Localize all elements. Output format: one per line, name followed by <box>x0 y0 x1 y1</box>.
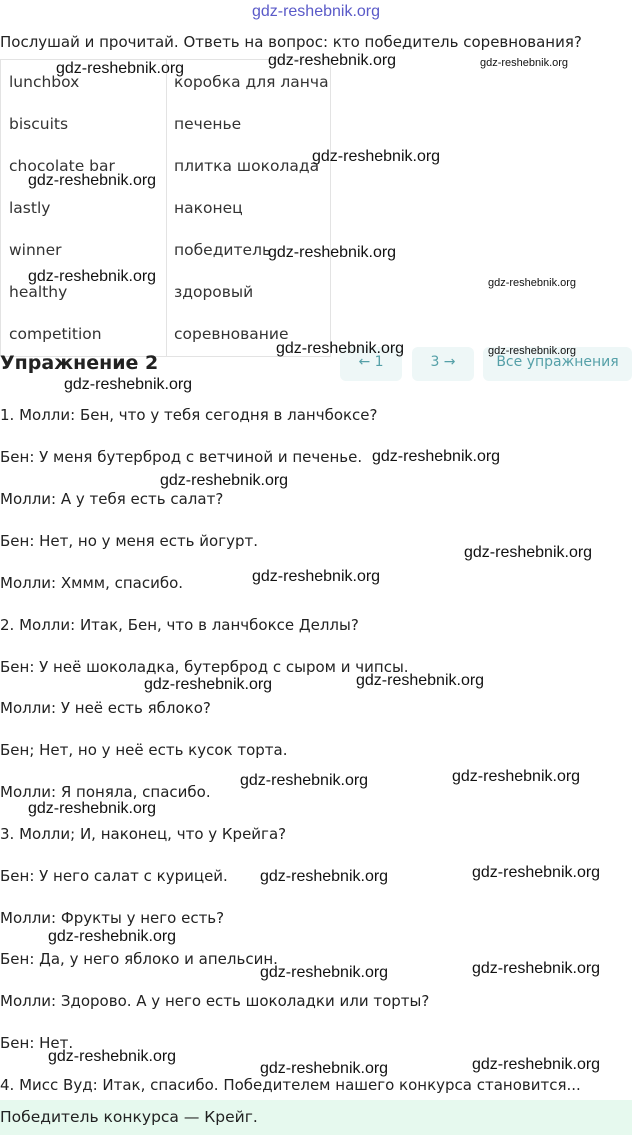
watermark: gdz-reshebnik.org <box>480 57 569 69</box>
table-row <box>1 102 332 144</box>
dialogue-line: Бен: Нет, но у меня есть йогурт. <box>0 532 259 550</box>
watermark: gdz-reshebnik.org <box>260 1060 389 1077</box>
watermark: gdz-reshebnik.org <box>488 345 577 357</box>
watermark: gdz-reshebnik.org <box>472 960 601 977</box>
intro-instruction: Послушай и прочитай. Ответь на вопрос: кто победитель соревнования? <box>0 33 582 51</box>
vocab-russian: плитка шоколада <box>174 157 320 175</box>
vocab-english: biscuits <box>9 115 69 133</box>
watermark: gdz-reshebnik.org <box>48 1048 177 1065</box>
watermark: gdz-reshebnik.org <box>56 60 185 77</box>
watermark: gdz-reshebnik.org <box>372 448 501 465</box>
top-watermark: gdz-reshebnik.org <box>251 3 381 20</box>
vocab-russian: коробка для ланча <box>174 73 329 91</box>
vocab-english: lastly <box>9 199 51 217</box>
vocab-english: chocolate bar <box>9 157 115 175</box>
watermark: gdz-reshebnik.org <box>252 568 381 585</box>
watermark: gdz-reshebnik.org <box>472 1056 601 1073</box>
watermark: gdz-reshebnik.org <box>268 52 397 69</box>
watermark: gdz-reshebnik.org <box>452 768 581 785</box>
vocab-russian: победитель <box>174 241 272 259</box>
dialogue-line: 1. Молли: Бен, что у тебя сегодня в ланчбоксе? <box>0 406 378 424</box>
previous-exercise-button[interactable]: ← 1 <box>340 347 402 381</box>
watermark: gdz-reshebnik.org <box>464 544 593 561</box>
vocab-russian: печенье <box>174 115 242 133</box>
vocab-russian: соревнование <box>174 325 289 343</box>
watermark: gdz-reshebnik.org <box>276 340 405 357</box>
vocabulary-table <box>0 59 331 357</box>
vocab-russian: наконец <box>174 199 243 217</box>
watermark: gdz-reshebnik.org <box>260 964 389 981</box>
dialogue-line: 2. Молли: Итак, Бен, что в ланчбоксе Деллы? <box>0 616 359 634</box>
watermark: gdz-reshebnik.org <box>28 172 157 189</box>
dialogue-line: Молли: У неё есть яблоко? <box>0 699 211 717</box>
dialogue-line: Молли: Фрукты у него есть? <box>0 909 225 927</box>
dialogue-line: 3. Молли; И, наконец, что у Крейга? <box>0 825 287 843</box>
next-exercise-button[interactable]: 3 → <box>412 347 474 381</box>
dialogue-line: Бен: Да, у него яблоко и апельсин. <box>0 950 278 968</box>
watermark: gdz-reshebnik.org <box>64 376 193 393</box>
dialogue-line: Бен: Нет. <box>0 1034 74 1052</box>
dialogue-line: Молли: Я поняла, спасибо. <box>0 783 211 801</box>
watermark: gdz-reshebnik.org <box>488 277 577 289</box>
watermark: gdz-reshebnik.org <box>268 244 397 261</box>
table-row <box>1 186 332 228</box>
watermark: gdz-reshebnik.org <box>28 800 157 817</box>
watermark: gdz-reshebnik.org <box>472 864 601 881</box>
dialogue-line: Бен: У неё шоколадка, бутерброд с сыром и чипсы. <box>0 658 409 676</box>
watermark: gdz-reshebnik.org <box>260 868 389 885</box>
vocab-russian: здоровый <box>174 283 254 301</box>
watermark: gdz-reshebnik.org <box>160 472 289 489</box>
dialogue-line: Бен; Нет, но у неё есть кусок торта. <box>0 741 288 759</box>
dialogue-line: Молли: Хммм, спасибо. <box>0 574 184 592</box>
vocab-english: lunchbox <box>9 73 80 91</box>
all-exercises-button[interactable]: Все упражнения <box>483 347 632 381</box>
vocab-english: competition <box>9 325 102 343</box>
watermark: gdz-reshebnik.org <box>48 928 177 945</box>
dialogue-line: Молли: Здорово. А у него есть шоколадки или торты? <box>0 992 430 1010</box>
dialogue-line: Бен: У меня бутерброд с ветчиной и печенье. <box>0 448 363 466</box>
vocab-english: healthy <box>9 283 68 301</box>
watermark: gdz-reshebnik.org <box>28 268 157 285</box>
watermark: gdz-reshebnik.org <box>240 772 369 789</box>
watermark: gdz-reshebnik.org <box>144 676 273 693</box>
dialogue-line: Бен: У него салат с курицей. <box>0 867 228 885</box>
vocab-english: winner <box>9 241 62 259</box>
watermark: gdz-reshebnik.org <box>312 148 441 165</box>
exercise-title: Упражнение 2 <box>0 352 159 374</box>
dialogue-line: Молли: А у тебя есть салат? <box>0 490 224 508</box>
dialogue-line: 4. Мисс Вуд: Итак, спасибо. Победителем нашего конкурса становится... <box>0 1076 581 1094</box>
watermark: gdz-reshebnik.org <box>356 672 485 689</box>
answer-box: Победитель конкурса — Крейг. <box>0 1100 632 1135</box>
